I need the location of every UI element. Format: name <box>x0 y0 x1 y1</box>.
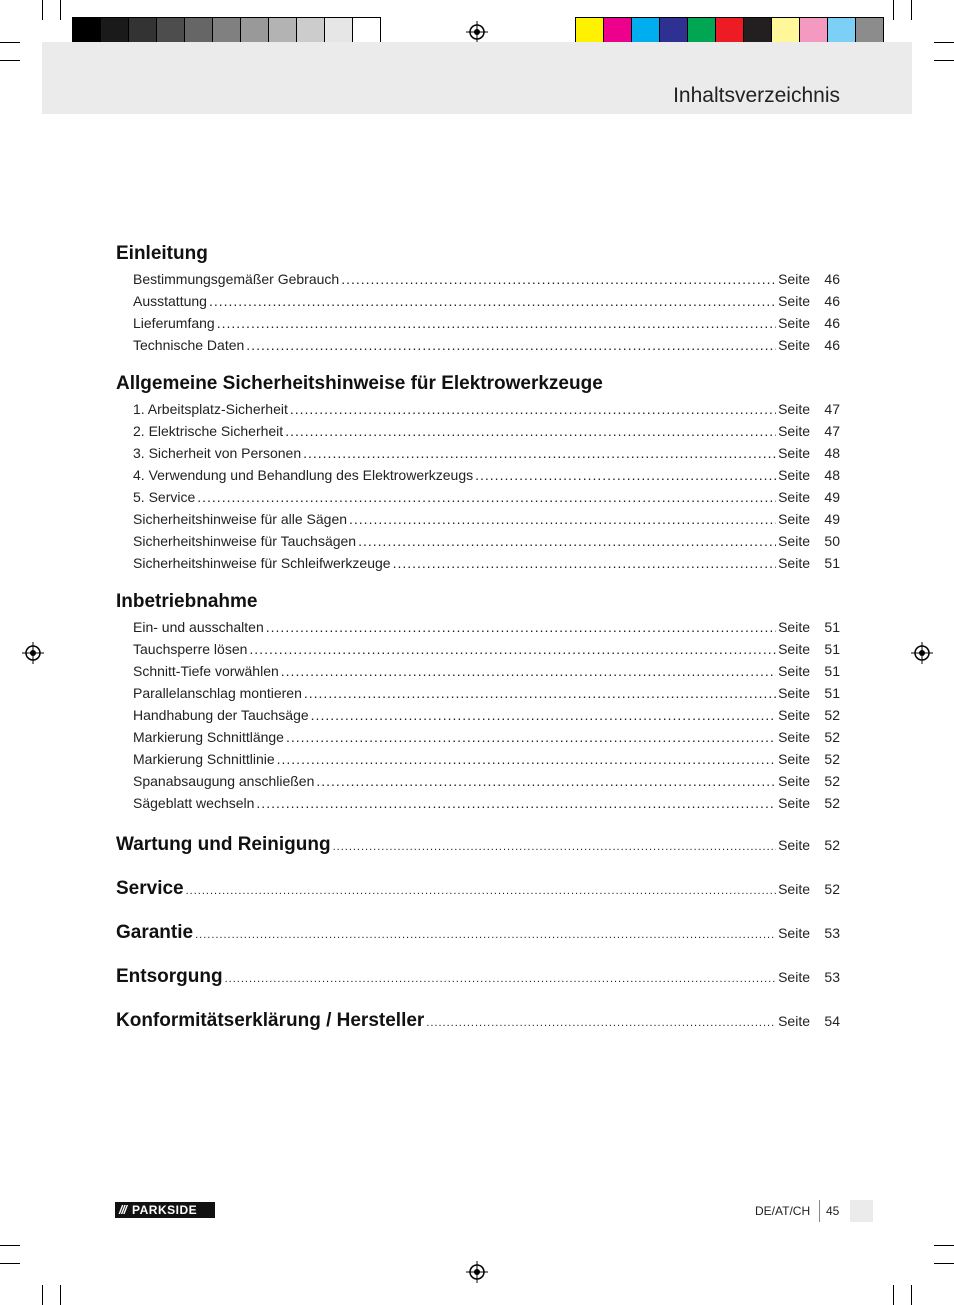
toc-entry[interactable] <box>116 748 840 770</box>
dot-leader <box>341 268 776 290</box>
crop-mark <box>0 1263 20 1264</box>
crop-mark <box>60 0 61 20</box>
dot-leader <box>209 290 776 312</box>
toc-entry-label: Technische Daten <box>133 337 245 353</box>
toc-main-label: Wartung und Reinigung <box>116 834 331 855</box>
toc-main-page: 52 <box>824 837 840 853</box>
toc-entry-label: 3. Sicherheit von Personen <box>133 445 302 461</box>
dot-leader <box>249 638 776 660</box>
toc-entry-page: 47 <box>824 423 840 439</box>
toc-entry-label: Sicherheitshinweise für alle Sägen <box>133 511 348 527</box>
toc-main-seite: Seite <box>778 881 810 897</box>
dot-leader <box>186 885 776 897</box>
toc-entry-label: 2. Elektrische Sicherheit <box>133 423 284 439</box>
toc-entry-seite: Seite <box>778 707 810 723</box>
toc-entry-page: 47 <box>824 401 840 417</box>
dot-leader <box>246 334 776 356</box>
toc-entry-seite: Seite <box>778 315 810 331</box>
toc-entry-label: Handhabung der Tauchsäge <box>133 707 309 723</box>
toc-entry-page: 52 <box>824 795 840 811</box>
toc-entry[interactable] <box>116 792 840 814</box>
crop-mark <box>0 1245 20 1246</box>
toc-entry-seite: Seite <box>778 619 810 635</box>
toc-entry-label: Sicherheitshinweise für Schleifwerkzeuge <box>133 555 391 571</box>
toc-main-label: Service <box>116 878 184 899</box>
toc-entry-page: 52 <box>824 773 840 789</box>
toc-entry-label: 4. Verwendung und Behandlung des Elektrowerkzeugs <box>133 467 474 483</box>
section-title: Allgemeine Sicherheitshinweise für Elektrowerkzeuge <box>116 373 603 394</box>
toc-main-label: Konformitätserklärung / Hersteller <box>116 1010 425 1031</box>
toc-entry[interactable] <box>116 420 840 442</box>
toc-entry-page: 46 <box>824 337 840 353</box>
toc-entry-seite: Seite <box>778 511 810 527</box>
toc-entry-label: Bestimmungsgemäßer Gebrauch <box>133 271 340 287</box>
toc-entry[interactable] <box>116 290 840 312</box>
crop-mark <box>893 0 894 20</box>
toc-entry-page: 51 <box>824 619 840 635</box>
toc-entry-page: 52 <box>824 751 840 767</box>
toc-entry[interactable] <box>116 682 840 704</box>
toc-main-entries <box>116 830 840 1035</box>
dot-leader <box>277 748 776 770</box>
toc-entry-page: 49 <box>824 511 840 527</box>
toc-main-entry[interactable] <box>116 874 840 903</box>
toc-entry-label: Schnitt-Tiefe vorwählen <box>133 663 279 679</box>
dot-leader <box>311 704 776 726</box>
toc-entry-page: 48 <box>824 445 840 461</box>
dot-leader <box>349 508 776 530</box>
toc-entry[interactable] <box>116 398 840 420</box>
toc-entry[interactable] <box>116 638 840 660</box>
dot-leader <box>256 792 776 814</box>
toc-entry-seite: Seite <box>778 751 810 767</box>
dot-leader <box>393 552 777 574</box>
crop-mark <box>0 42 20 43</box>
toc-entry-seite: Seite <box>778 489 810 505</box>
toc-entry-seite: Seite <box>778 533 810 549</box>
toc-entry-page: 46 <box>824 271 840 287</box>
toc-main-page: 54 <box>824 1013 840 1029</box>
toc-entry-label: Spanabsaugung anschließen <box>133 773 315 789</box>
toc-section <box>116 370 840 574</box>
page-number-box <box>850 1200 873 1222</box>
dot-leader <box>304 682 776 704</box>
toc-entry-seite: Seite <box>778 795 810 811</box>
toc-main-entry[interactable] <box>116 962 840 991</box>
page-number: 45 <box>826 1204 840 1218</box>
dot-leader <box>426 1017 776 1029</box>
registration-mark-icon <box>466 21 488 43</box>
crop-mark <box>934 1245 954 1246</box>
toc-entry-label: Ein- und ausschalten <box>133 619 264 635</box>
toc-main-label: Garantie <box>116 922 194 943</box>
toc-entry-page: 51 <box>824 555 840 571</box>
toc-section <box>116 588 840 814</box>
toc-main-page: 53 <box>824 969 840 985</box>
toc-entry[interactable] <box>116 552 840 574</box>
toc-entry-label: Sicherheitshinweise für Tauchsägen <box>133 533 357 549</box>
registration-mark-icon <box>911 642 933 664</box>
toc-entry-seite: Seite <box>778 401 810 417</box>
toc-entry-label: 1. Arbeitsplatz-Sicherheit <box>133 401 288 417</box>
toc-entry-seite: Seite <box>778 663 810 679</box>
dot-leader <box>303 442 776 464</box>
dot-leader <box>197 486 776 508</box>
toc-main-seite: Seite <box>778 837 810 853</box>
toc-entry[interactable] <box>116 770 840 792</box>
toc-entry-page: 46 <box>824 293 840 309</box>
toc-entry[interactable] <box>116 704 840 726</box>
toc-entry[interactable] <box>116 268 840 290</box>
dot-leader <box>266 616 776 638</box>
toc-main-page: 53 <box>824 925 840 941</box>
crop-mark <box>42 0 43 20</box>
crop-mark <box>0 60 20 61</box>
crop-mark <box>911 0 912 20</box>
toc-entry[interactable] <box>116 464 840 486</box>
section-title: Inbetriebnahme <box>116 591 258 612</box>
logo-brand-text: PARKSIDE <box>132 1203 198 1217</box>
toc-entry[interactable] <box>116 442 840 464</box>
toc-entry-label: Markierung Schnittlinie <box>133 751 275 767</box>
dot-leader <box>316 770 776 792</box>
toc-entry-label: Markierung Schnittlänge <box>133 729 284 745</box>
toc-main-label: Entsorgung <box>116 966 223 987</box>
toc-entry-seite: Seite <box>778 685 810 701</box>
toc-entry[interactable] <box>116 508 840 530</box>
registration-mark-icon <box>466 1261 488 1283</box>
crop-mark <box>934 1263 954 1264</box>
dot-leader <box>217 312 776 334</box>
crop-mark <box>934 42 954 43</box>
toc-sections <box>116 240 840 814</box>
toc-entry-page: 49 <box>824 489 840 505</box>
toc-main-seite: Seite <box>778 969 810 985</box>
section-title: Einleitung <box>116 243 208 264</box>
toc-entry-seite: Seite <box>778 773 810 789</box>
toc-entry-page: 51 <box>824 641 840 657</box>
crop-mark <box>893 1285 894 1305</box>
dot-leader <box>225 973 776 985</box>
crop-mark <box>911 1285 912 1305</box>
dot-leader <box>281 660 776 682</box>
dot-leader <box>286 726 776 748</box>
toc-entry-page: 52 <box>824 729 840 745</box>
toc-main-seite: Seite <box>778 925 810 941</box>
toc-entry[interactable] <box>116 660 840 682</box>
toc-main-page: 52 <box>824 881 840 897</box>
toc-entry-seite: Seite <box>778 337 810 353</box>
toc-entry-seite: Seite <box>778 555 810 571</box>
toc-entry-seite: Seite <box>778 641 810 657</box>
toc-entry-label: Ausstattung <box>133 293 207 309</box>
toc-entry-seite: Seite <box>778 271 810 287</box>
toc-entry-label: 5. Service <box>133 489 196 505</box>
toc-entry-label: Sägeblatt wechseln <box>133 795 255 811</box>
footer-separator <box>819 1200 820 1222</box>
logo-stripes-icon: /// <box>119 1203 127 1217</box>
toc-section <box>116 240 840 356</box>
toc-entry[interactable] <box>116 486 840 508</box>
table-of-contents <box>116 240 840 1050</box>
toc-main-entry[interactable] <box>116 1006 840 1035</box>
toc-entry-label: Parallelanschlag montieren <box>133 685 302 701</box>
toc-entry[interactable] <box>116 312 840 334</box>
crop-mark <box>934 60 954 61</box>
toc-entry-page: 48 <box>824 467 840 483</box>
toc-main-entry[interactable] <box>116 918 840 947</box>
toc-entry-seite: Seite <box>778 423 810 439</box>
toc-entry-seite: Seite <box>778 729 810 745</box>
toc-entry-page: 50 <box>824 533 840 549</box>
dot-leader <box>290 398 776 420</box>
parkside-logo <box>115 1202 215 1218</box>
dot-leader <box>333 841 776 853</box>
dot-leader <box>195 929 776 941</box>
registration-mark-icon <box>22 642 44 664</box>
dot-leader <box>475 464 776 486</box>
country-code: DE/AT/CH <box>755 1204 811 1218</box>
toc-entry-page: 52 <box>824 707 840 723</box>
dot-leader <box>285 420 776 442</box>
toc-entry-seite: Seite <box>778 445 810 461</box>
dot-leader <box>358 530 776 552</box>
toc-entry[interactable] <box>116 334 840 356</box>
crop-mark <box>42 1285 43 1305</box>
toc-entry-label: Tauchsperre lösen <box>133 641 248 657</box>
toc-entry[interactable] <box>116 616 840 638</box>
crop-mark <box>60 1285 61 1305</box>
toc-entry-page: 46 <box>824 315 840 331</box>
toc-entry[interactable] <box>116 726 840 748</box>
toc-entry-seite: Seite <box>778 467 810 483</box>
toc-entry-page: 51 <box>824 685 840 701</box>
toc-main-seite: Seite <box>778 1013 810 1029</box>
toc-entry-page: 51 <box>824 663 840 679</box>
toc-main-entry[interactable] <box>116 830 840 859</box>
toc-entry-seite: Seite <box>778 293 810 309</box>
toc-entry[interactable] <box>116 530 840 552</box>
toc-entry-label: Lieferumfang <box>133 315 215 331</box>
page-title: Inhaltsverzeichnis <box>673 84 840 107</box>
